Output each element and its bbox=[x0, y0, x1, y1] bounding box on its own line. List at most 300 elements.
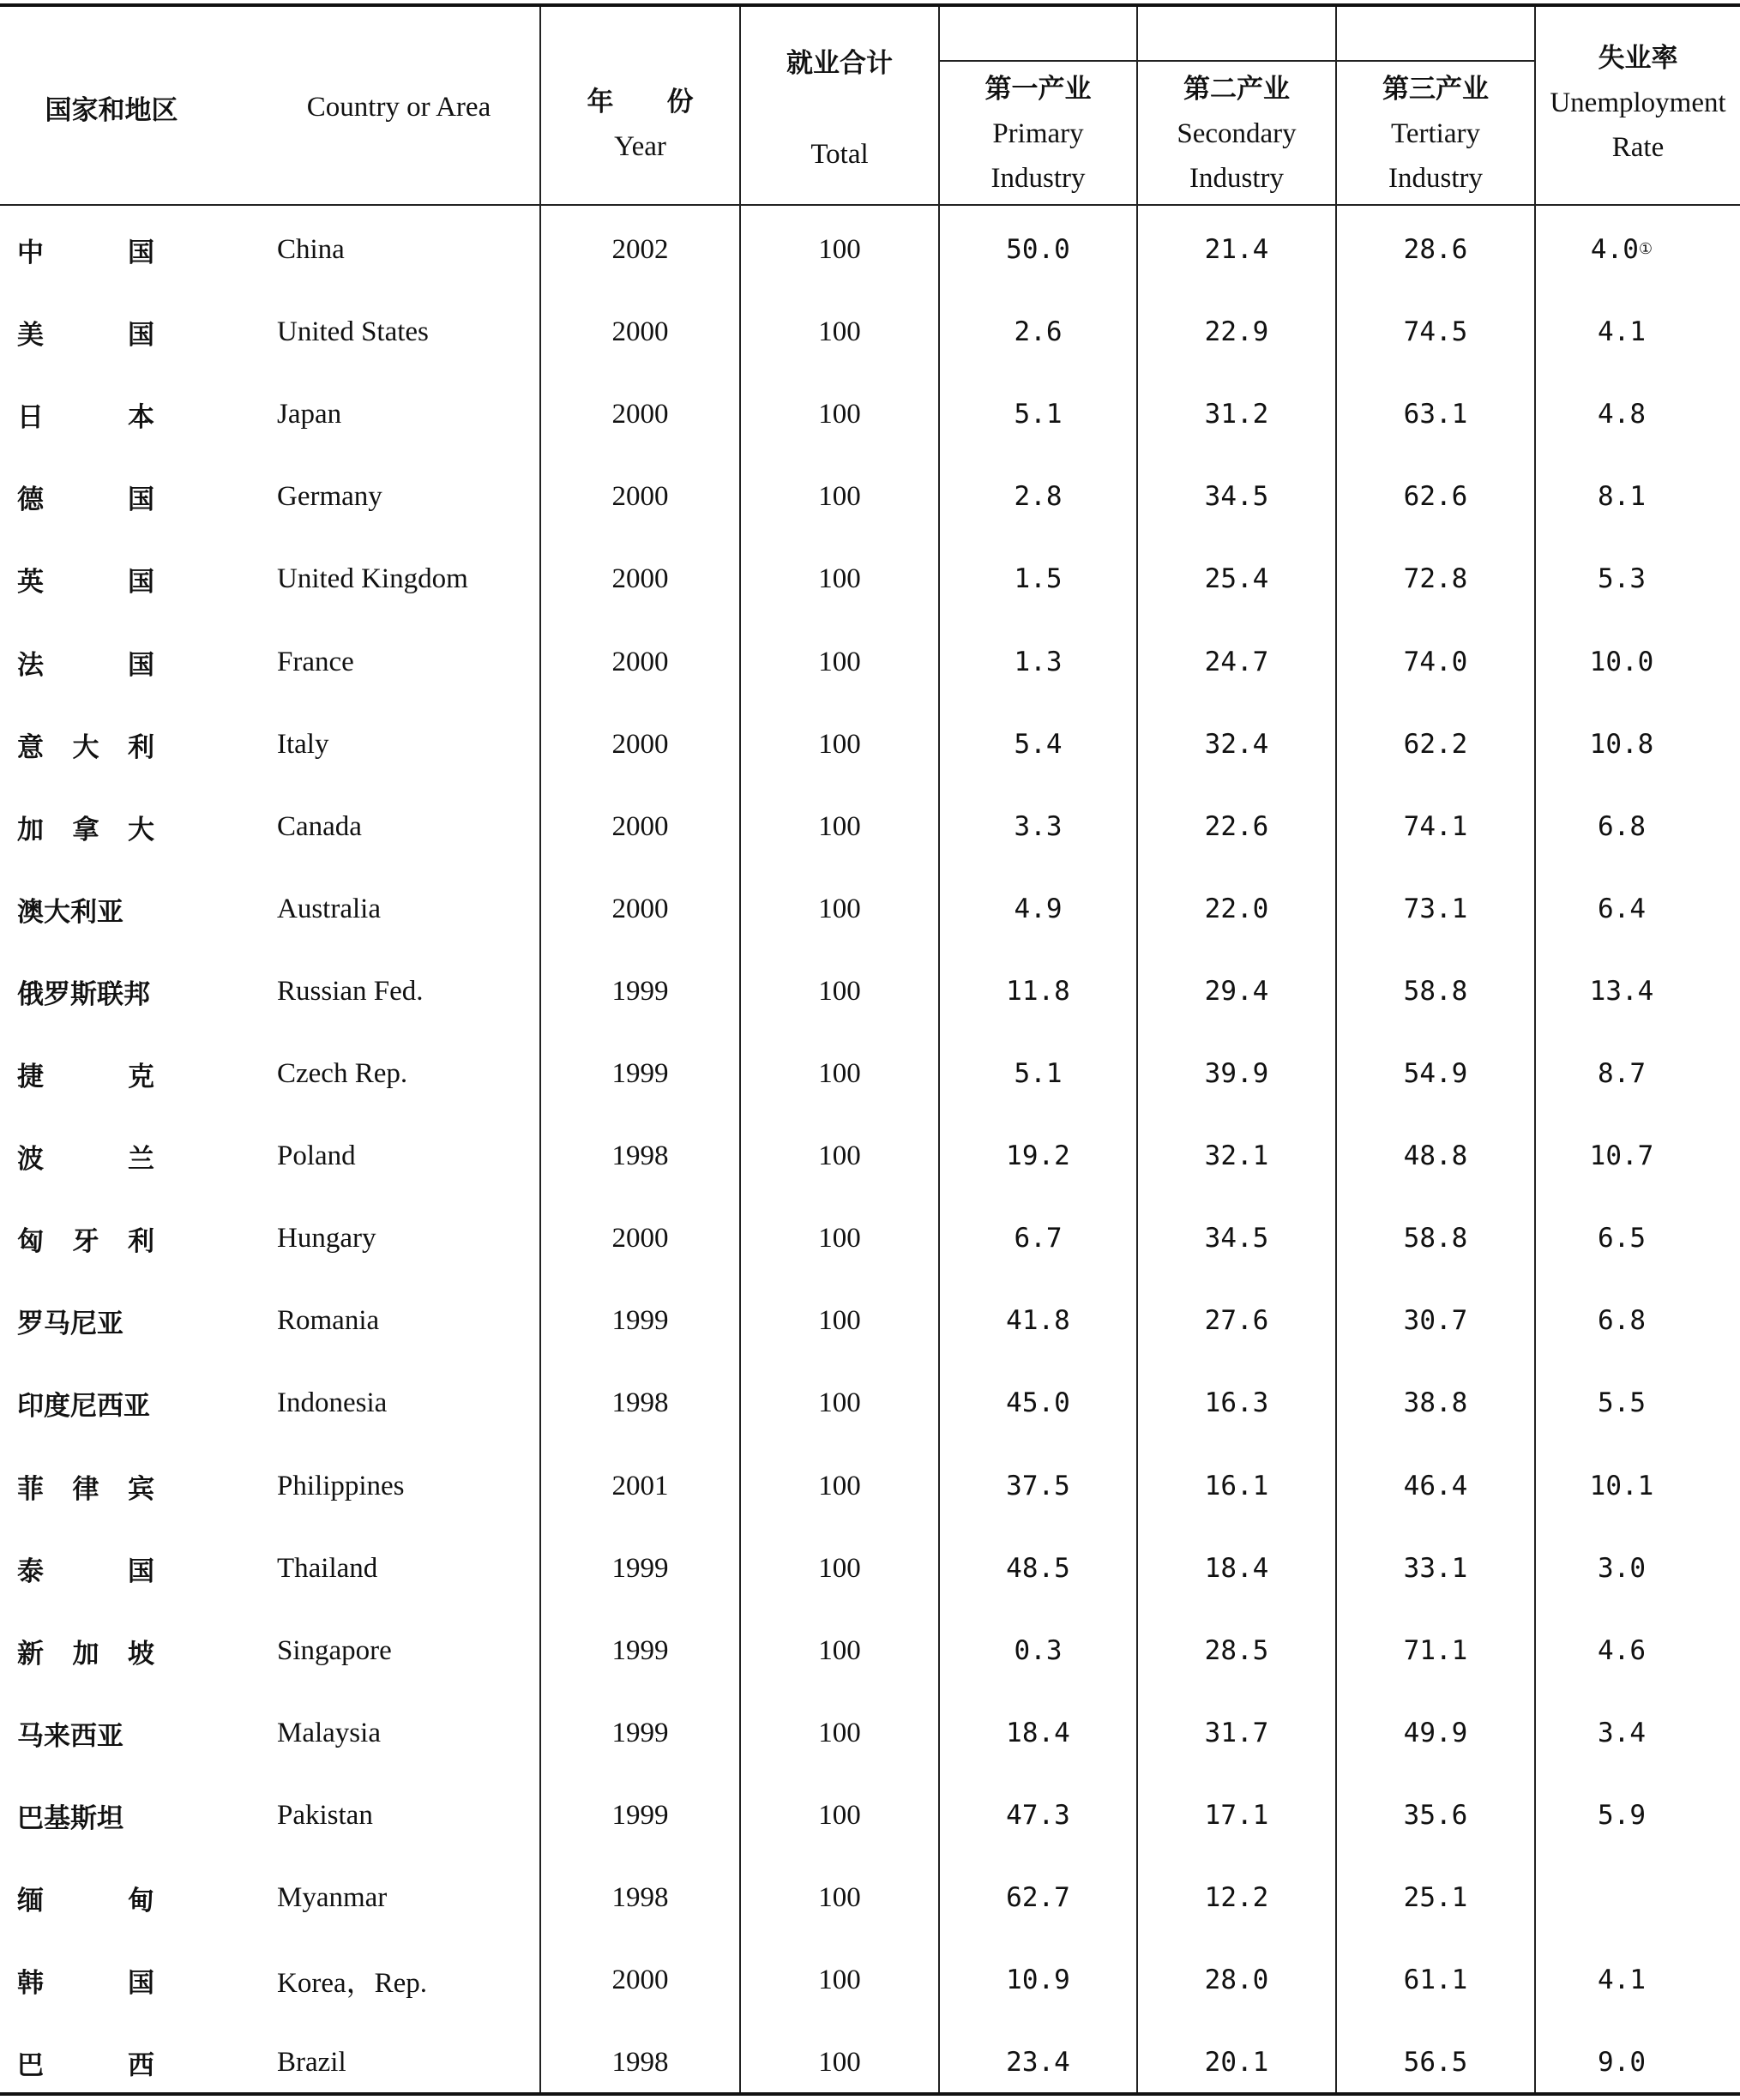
cell-total-value: 100 bbox=[818, 1140, 861, 1171]
cell-secondary bbox=[1138, 1048, 1335, 1099]
cell-year bbox=[541, 553, 739, 605]
cell-unemp bbox=[1536, 719, 1707, 770]
country-name-en: United Kingdom bbox=[277, 563, 468, 594]
cell-year-value: 1998 bbox=[611, 1387, 669, 1418]
cell-year bbox=[541, 1130, 739, 1182]
cell-primary-value: 10.9 bbox=[1006, 1965, 1070, 1995]
cell-year-value: 2000 bbox=[611, 480, 669, 512]
cell-primary-value: 47.3 bbox=[1006, 1800, 1070, 1831]
cell-year bbox=[541, 1377, 739, 1429]
cell-tertiary bbox=[1337, 1295, 1534, 1346]
cell-total-value: 100 bbox=[818, 1222, 861, 1254]
cell-tertiary-value: 74.0 bbox=[1403, 647, 1468, 677]
cell-secondary bbox=[1138, 2037, 1335, 2088]
cell-year bbox=[541, 1048, 739, 1099]
cell-total bbox=[741, 224, 938, 275]
cell-total-value: 100 bbox=[818, 1552, 861, 1584]
cell-year-value: 2000 bbox=[611, 1222, 669, 1254]
country-name-en: Thailand bbox=[277, 1552, 378, 1584]
country-name-cn bbox=[17, 1872, 154, 1923]
cell-secondary bbox=[1138, 471, 1335, 522]
country-name-cn-part: 韩 bbox=[17, 1967, 44, 1999]
cell-secondary-value: 34.5 bbox=[1204, 481, 1269, 512]
cell-total bbox=[741, 719, 938, 770]
cell-secondary-value: 16.3 bbox=[1204, 1387, 1269, 1418]
cell-year bbox=[541, 1625, 739, 1676]
country-name-cn-part: 国 bbox=[128, 484, 154, 515]
cell-year-value: 2000 bbox=[611, 316, 669, 347]
country-name-cn-part: 国 bbox=[128, 566, 154, 598]
cell-total bbox=[741, 1460, 938, 1512]
cell-primary-value: 37.5 bbox=[1006, 1471, 1070, 1501]
cell-year bbox=[541, 471, 739, 522]
header-tertiary bbox=[1337, 65, 1534, 202]
country-name-cn-part: 意 bbox=[17, 731, 44, 763]
cell-unemp bbox=[1536, 1543, 1707, 1594]
cell-tertiary-value: 35.6 bbox=[1403, 1800, 1468, 1831]
country-name-cn-part: 巴 bbox=[17, 2049, 44, 2081]
cell-tertiary-value: 72.8 bbox=[1403, 563, 1468, 594]
cell-year-value: 2002 bbox=[611, 233, 669, 265]
cell-year bbox=[541, 1790, 739, 1841]
country-name-cn-part: 律 bbox=[72, 1473, 99, 1505]
country-name-en: Poland bbox=[277, 1140, 356, 1171]
cell-unemp-value: 8.7 bbox=[1598, 1058, 1646, 1089]
cell-tertiary-value: 49.9 bbox=[1403, 1718, 1468, 1748]
cell-primary-value: 11.8 bbox=[1006, 976, 1070, 1007]
country-name-cn bbox=[17, 636, 154, 688]
header-country-en: Country or Area bbox=[306, 91, 491, 123]
cell-total-value: 100 bbox=[818, 1717, 861, 1748]
cell-secondary-value: 20.1 bbox=[1204, 2047, 1269, 2078]
cell-unemp-value: 10.1 bbox=[1589, 1471, 1654, 1501]
cell-secondary-value: 17.1 bbox=[1204, 1800, 1269, 1831]
cell-tertiary bbox=[1337, 471, 1534, 522]
country-name-cn-part: 泰 bbox=[17, 1555, 44, 1587]
cell-unemp bbox=[1536, 1625, 1707, 1676]
cell-year-value: 1999 bbox=[611, 1057, 669, 1089]
cell-primary bbox=[940, 1625, 1136, 1676]
cell-year-value: 2000 bbox=[611, 728, 669, 760]
cell-year bbox=[541, 883, 739, 935]
cell-primary bbox=[940, 1872, 1136, 1923]
cell-year bbox=[541, 2037, 739, 2088]
header-total-cn: 就业合计 bbox=[786, 47, 893, 79]
cell-year-value: 2000 bbox=[611, 810, 669, 842]
cell-year bbox=[541, 1295, 739, 1346]
cell-year-value: 1998 bbox=[611, 1140, 669, 1171]
cell-total-value: 100 bbox=[818, 728, 861, 760]
cell-total bbox=[741, 471, 938, 522]
cell-total bbox=[741, 1625, 938, 1676]
header-secondary-cn: 第二产业 bbox=[1183, 74, 1290, 105]
country-name-cn bbox=[17, 1954, 154, 2006]
cell-year-value: 2000 bbox=[611, 646, 669, 677]
cell-year bbox=[541, 1872, 739, 1923]
country-name-cn-part: 本 bbox=[128, 401, 154, 433]
cell-total bbox=[741, 1707, 938, 1759]
cell-year bbox=[541, 224, 739, 275]
cell-year-value: 2001 bbox=[611, 1470, 669, 1501]
country-name-cn bbox=[17, 306, 154, 358]
header-secondary-en-2: Industry bbox=[1189, 163, 1284, 194]
cell-tertiary-value: 46.4 bbox=[1403, 1471, 1468, 1501]
country-name-en: Hungary bbox=[277, 1222, 376, 1254]
cell-secondary bbox=[1138, 388, 1335, 440]
cell-tertiary-value: 33.1 bbox=[1403, 1553, 1468, 1584]
cell-secondary-value: 24.7 bbox=[1204, 647, 1269, 677]
cell-total-value: 100 bbox=[818, 1304, 861, 1336]
cell-tertiary-value: 71.1 bbox=[1403, 1635, 1468, 1666]
cell-total bbox=[741, 1543, 938, 1594]
header-country-cn: 国家和地区 bbox=[45, 94, 178, 126]
cell-unemp-value: 9.0 bbox=[1598, 2047, 1646, 2078]
country-name-cn bbox=[17, 471, 154, 522]
cell-unemp bbox=[1536, 966, 1707, 1017]
cell-year bbox=[541, 306, 739, 358]
cell-primary-value: 2.6 bbox=[1014, 316, 1063, 347]
country-name-en: Australia bbox=[277, 893, 381, 924]
cell-tertiary-value: 58.8 bbox=[1403, 1223, 1468, 1254]
header-year bbox=[541, 60, 739, 189]
header-unemployment bbox=[1536, 34, 1740, 171]
header-tertiary-en-2: Industry bbox=[1388, 163, 1483, 194]
country-name-cn bbox=[17, 1295, 154, 1346]
cell-tertiary bbox=[1337, 1460, 1534, 1512]
cell-tertiary bbox=[1337, 636, 1534, 688]
cell-year bbox=[541, 1954, 739, 2006]
country-name-en: Malaysia bbox=[277, 1717, 381, 1748]
cell-total-value: 100 bbox=[818, 563, 861, 594]
country-name-cn-part: 巴基斯坦 bbox=[17, 1802, 123, 1834]
cell-total bbox=[741, 1377, 938, 1429]
country-name-cn-part: 捷 bbox=[17, 1061, 44, 1092]
country-name-cn bbox=[17, 1130, 154, 1182]
cell-unemp bbox=[1536, 306, 1707, 358]
cell-total-value: 100 bbox=[818, 1470, 861, 1501]
cell-tertiary bbox=[1337, 1212, 1534, 1264]
cell-tertiary-value: 62.6 bbox=[1403, 481, 1468, 512]
country-name-en: China bbox=[277, 233, 345, 265]
cell-unemp-value: 10.8 bbox=[1589, 729, 1654, 760]
header-total-en: Total bbox=[810, 138, 869, 170]
cell-total-value: 100 bbox=[818, 810, 861, 842]
cell-tertiary-value: 74.1 bbox=[1403, 811, 1468, 842]
cell-year-value: 1999 bbox=[611, 975, 669, 1007]
cell-tertiary-value: 54.9 bbox=[1403, 1058, 1468, 1089]
cell-unemp bbox=[1536, 553, 1707, 605]
cell-tertiary-value: 61.1 bbox=[1403, 1965, 1468, 1995]
cell-primary bbox=[940, 636, 1136, 688]
cell-primary-value: 2.8 bbox=[1014, 481, 1063, 512]
cell-year-value: 2000 bbox=[611, 563, 669, 594]
cell-year-value: 1998 bbox=[611, 2046, 669, 2078]
cell-secondary bbox=[1138, 306, 1335, 358]
country-name-cn-part: 拿 bbox=[72, 814, 99, 845]
country-name-en: Pakistan bbox=[277, 1799, 373, 1831]
country-name-cn-part: 罗马尼亚 bbox=[17, 1308, 123, 1339]
cell-primary-value: 5.1 bbox=[1014, 1058, 1063, 1089]
cell-year bbox=[541, 966, 739, 1017]
country-name-en: Romania bbox=[277, 1304, 380, 1336]
cell-total-value: 100 bbox=[818, 2046, 861, 2078]
cell-primary-value: 62.7 bbox=[1006, 1882, 1070, 1913]
country-name-cn bbox=[17, 1790, 154, 1841]
cell-primary bbox=[940, 553, 1136, 605]
cell-secondary-value: 32.1 bbox=[1204, 1140, 1269, 1171]
country-name-cn-part: 加 bbox=[72, 1638, 99, 1670]
cell-secondary bbox=[1138, 801, 1335, 852]
cell-primary-value: 6.7 bbox=[1014, 1223, 1063, 1254]
country-name-en: Indonesia bbox=[277, 1387, 388, 1418]
cell-total-value: 100 bbox=[818, 1881, 861, 1913]
cell-tertiary bbox=[1337, 1377, 1534, 1429]
country-name-cn-part: 国 bbox=[128, 649, 154, 681]
cell-total bbox=[741, 2037, 938, 2088]
cell-secondary-value: 31.2 bbox=[1204, 399, 1269, 430]
cell-secondary bbox=[1138, 719, 1335, 770]
header-year-en: Year bbox=[614, 131, 666, 162]
cell-secondary-value: 22.9 bbox=[1204, 316, 1269, 347]
country-name-cn bbox=[17, 1048, 154, 1099]
cell-primary-value: 5.1 bbox=[1014, 399, 1063, 430]
country-name-cn bbox=[17, 719, 154, 770]
cell-total bbox=[741, 1295, 938, 1346]
cell-secondary bbox=[1138, 553, 1335, 605]
header-unemployment-en-1: Unemployment bbox=[1550, 87, 1726, 118]
country-name-en: Canada bbox=[277, 810, 362, 842]
cell-total bbox=[741, 553, 938, 605]
subheader-rule bbox=[938, 60, 1534, 62]
country-name-cn-part: 坡 bbox=[128, 1638, 154, 1670]
cell-year bbox=[541, 1543, 739, 1594]
cell-unemp-value: 10.7 bbox=[1589, 1140, 1654, 1171]
cell-tertiary bbox=[1337, 224, 1534, 275]
cell-year-value: 1999 bbox=[611, 1799, 669, 1831]
cell-primary-value: 41.8 bbox=[1006, 1305, 1070, 1336]
cell-unemp-value: 8.1 bbox=[1598, 481, 1646, 512]
cell-primary-value: 50.0 bbox=[1006, 234, 1070, 265]
cell-secondary-value: 28.0 bbox=[1204, 1965, 1269, 1995]
cell-total bbox=[741, 636, 938, 688]
cell-year-value: 1999 bbox=[611, 1634, 669, 1666]
country-name-cn-part: 匈 bbox=[17, 1225, 44, 1257]
cell-year bbox=[541, 636, 739, 688]
cell-total-value: 100 bbox=[818, 1387, 861, 1418]
cell-primary-value: 3.3 bbox=[1014, 811, 1063, 842]
cell-secondary bbox=[1138, 1377, 1335, 1429]
country-name-cn bbox=[17, 553, 154, 605]
cell-unemp bbox=[1536, 1212, 1707, 1264]
cell-unemp-value: 5.3 bbox=[1598, 563, 1646, 594]
country-name-cn bbox=[17, 1212, 154, 1264]
country-name-cn-part: 利 bbox=[128, 1225, 154, 1257]
header-secondary bbox=[1138, 65, 1335, 202]
header-unemployment-en-2: Rate bbox=[1611, 132, 1665, 163]
cell-primary bbox=[940, 1707, 1136, 1759]
cell-primary-value: 19.2 bbox=[1006, 1140, 1070, 1171]
cell-secondary bbox=[1138, 1954, 1335, 2006]
cell-unemp bbox=[1536, 1707, 1707, 1759]
cell-tertiary bbox=[1337, 719, 1534, 770]
cell-secondary-value: 22.0 bbox=[1204, 894, 1269, 924]
cell-secondary bbox=[1138, 224, 1335, 275]
country-name-cn-part: 缅 bbox=[17, 1885, 44, 1916]
cell-unemp bbox=[1536, 1872, 1707, 1923]
cell-total-value: 100 bbox=[818, 1964, 861, 1995]
cell-unemp-value: 5.9 bbox=[1598, 1800, 1646, 1831]
cell-unemp-value: 4.1 bbox=[1598, 316, 1646, 347]
cell-secondary bbox=[1138, 1212, 1335, 1264]
cell-primary-value: 4.9 bbox=[1014, 894, 1063, 924]
cell-primary bbox=[940, 1048, 1136, 1099]
cell-tertiary-value: 62.2 bbox=[1403, 729, 1468, 760]
cell-tertiary bbox=[1337, 1625, 1534, 1676]
cell-tertiary bbox=[1337, 1872, 1534, 1923]
cell-secondary bbox=[1138, 966, 1335, 1017]
cell-unemp bbox=[1536, 1295, 1707, 1346]
country-name-cn-part: 国 bbox=[128, 319, 154, 351]
country-name-cn-part: 甸 bbox=[128, 1885, 154, 1916]
country-name-cn bbox=[17, 1707, 154, 1759]
cell-tertiary bbox=[1337, 388, 1534, 440]
cell-tertiary-value: 28.6 bbox=[1403, 234, 1468, 265]
country-name-en: United States bbox=[277, 316, 429, 347]
cell-primary bbox=[940, 801, 1136, 852]
cell-total-value: 100 bbox=[818, 316, 861, 347]
cell-total-value: 100 bbox=[818, 1057, 861, 1089]
country-name-en: France bbox=[277, 646, 354, 677]
cell-secondary bbox=[1138, 883, 1335, 935]
cell-primary-value: 45.0 bbox=[1006, 1387, 1070, 1418]
cell-unemp bbox=[1536, 636, 1707, 688]
cell-secondary-value: 27.6 bbox=[1204, 1305, 1269, 1336]
cell-secondary-value: 21.4 bbox=[1204, 234, 1269, 265]
cell-unemp-value: 6.4 bbox=[1598, 894, 1646, 924]
cell-secondary bbox=[1138, 1543, 1335, 1594]
country-name-cn-part: 牙 bbox=[72, 1225, 99, 1257]
cell-secondary-value: 25.4 bbox=[1204, 563, 1269, 594]
cell-secondary-value: 28.5 bbox=[1204, 1635, 1269, 1666]
cell-tertiary-value: 73.1 bbox=[1403, 894, 1468, 924]
cell-primary bbox=[940, 1295, 1136, 1346]
cell-unemp bbox=[1536, 1790, 1707, 1841]
cell-total bbox=[741, 1872, 938, 1923]
country-name-cn bbox=[17, 1625, 154, 1676]
cell-primary-value: 23.4 bbox=[1006, 2047, 1070, 2078]
cell-unemp-value: 5.5 bbox=[1598, 1387, 1646, 1418]
header-primary bbox=[940, 65, 1136, 202]
cell-unemp-value: 6.5 bbox=[1598, 1223, 1646, 1254]
cell-tertiary-value: 74.5 bbox=[1403, 316, 1468, 347]
header-primary-en-2: Industry bbox=[990, 163, 1086, 194]
cell-secondary-value: 16.1 bbox=[1204, 1471, 1269, 1501]
cell-secondary bbox=[1138, 1460, 1335, 1512]
cell-secondary-value: 31.7 bbox=[1204, 1718, 1269, 1748]
cell-secondary-value: 22.6 bbox=[1204, 811, 1269, 842]
country-name-cn-part: 加 bbox=[17, 814, 44, 845]
cell-unemp-value: 13.4 bbox=[1589, 976, 1654, 1007]
cell-unemp-value: 6.8 bbox=[1598, 1305, 1646, 1336]
cell-primary-value: 48.5 bbox=[1006, 1553, 1070, 1584]
country-name-cn-part: 利 bbox=[128, 731, 154, 763]
cell-tertiary bbox=[1337, 306, 1534, 358]
country-name-cn-part: 新 bbox=[17, 1638, 44, 1670]
country-name-cn bbox=[17, 1377, 154, 1429]
cell-tertiary bbox=[1337, 883, 1534, 935]
cell-secondary-value: 34.5 bbox=[1204, 1223, 1269, 1254]
cell-year bbox=[541, 801, 739, 852]
country-name-cn bbox=[17, 883, 154, 935]
cell-unemp-value: 3.0 bbox=[1598, 1553, 1646, 1584]
country-name-cn-part: 西 bbox=[128, 2049, 154, 2081]
cell-unemp-value: 4.0 bbox=[1590, 234, 1639, 265]
country-name-cn bbox=[17, 224, 154, 275]
cell-primary bbox=[940, 1212, 1136, 1264]
cell-year-value: 1999 bbox=[611, 1304, 669, 1336]
cell-total bbox=[741, 388, 938, 440]
country-name-cn-part: 国 bbox=[128, 1967, 154, 1999]
cell-unemp-value: 6.8 bbox=[1598, 811, 1646, 842]
cell-tertiary bbox=[1337, 801, 1534, 852]
cell-primary bbox=[940, 2037, 1136, 2088]
country-name-cn-part: 兰 bbox=[128, 1143, 154, 1175]
country-name-cn-part: 大 bbox=[72, 731, 99, 763]
cell-primary bbox=[940, 1460, 1136, 1512]
cell-primary bbox=[940, 388, 1136, 440]
cell-secondary-value: 39.9 bbox=[1204, 1058, 1269, 1089]
cell-tertiary bbox=[1337, 966, 1534, 1017]
cell-unemp bbox=[1536, 883, 1707, 935]
cell-secondary bbox=[1138, 1295, 1335, 1346]
cell-primary-value: 1.5 bbox=[1014, 563, 1063, 594]
country-name-cn-part: 俄罗斯联邦 bbox=[17, 978, 150, 1010]
cell-unemp bbox=[1536, 1048, 1707, 1099]
cell-tertiary-value: 25.1 bbox=[1403, 1882, 1468, 1913]
header-tertiary-cn: 第三产业 bbox=[1382, 74, 1489, 105]
cell-total bbox=[741, 306, 938, 358]
cell-tertiary-value: 38.8 bbox=[1403, 1387, 1468, 1418]
cell-total bbox=[741, 1954, 938, 2006]
cell-year-value: 2000 bbox=[611, 893, 669, 924]
top-rule bbox=[0, 3, 1740, 7]
cell-unemp bbox=[1536, 1377, 1707, 1429]
cell-total-value: 100 bbox=[818, 1799, 861, 1831]
cell-tertiary-value: 58.8 bbox=[1403, 976, 1468, 1007]
country-name-cn-part: 印度尼西亚 bbox=[17, 1390, 150, 1422]
cell-secondary-value: 12.2 bbox=[1204, 1882, 1269, 1913]
cell-primary-value: 18.4 bbox=[1006, 1718, 1070, 1748]
country-name-en: Russian Fed. bbox=[277, 975, 424, 1007]
cell-year-value: 2000 bbox=[611, 1964, 669, 1995]
cell-tertiary bbox=[1337, 1543, 1534, 1594]
country-name-cn bbox=[17, 1543, 154, 1594]
cell-year bbox=[541, 1707, 739, 1759]
cell-tertiary bbox=[1337, 1048, 1534, 1099]
country-name-cn-part: 马来西亚 bbox=[17, 1720, 123, 1752]
bottom-rule bbox=[0, 2092, 1740, 2096]
country-name-cn-part: 克 bbox=[128, 1061, 154, 1092]
cell-total bbox=[741, 966, 938, 1017]
cell-year-value: 1999 bbox=[611, 1552, 669, 1584]
country-name-en: Brazil bbox=[277, 2046, 346, 2078]
cell-year-value: 2000 bbox=[611, 398, 669, 430]
header-year-cn: 年 份 bbox=[587, 87, 694, 117]
country-name-cn-part: 宾 bbox=[128, 1473, 154, 1505]
country-name-cn-part: 澳大利亚 bbox=[17, 896, 123, 928]
cell-unemp bbox=[1536, 2037, 1707, 2088]
country-name-cn-part: 法 bbox=[17, 649, 44, 681]
